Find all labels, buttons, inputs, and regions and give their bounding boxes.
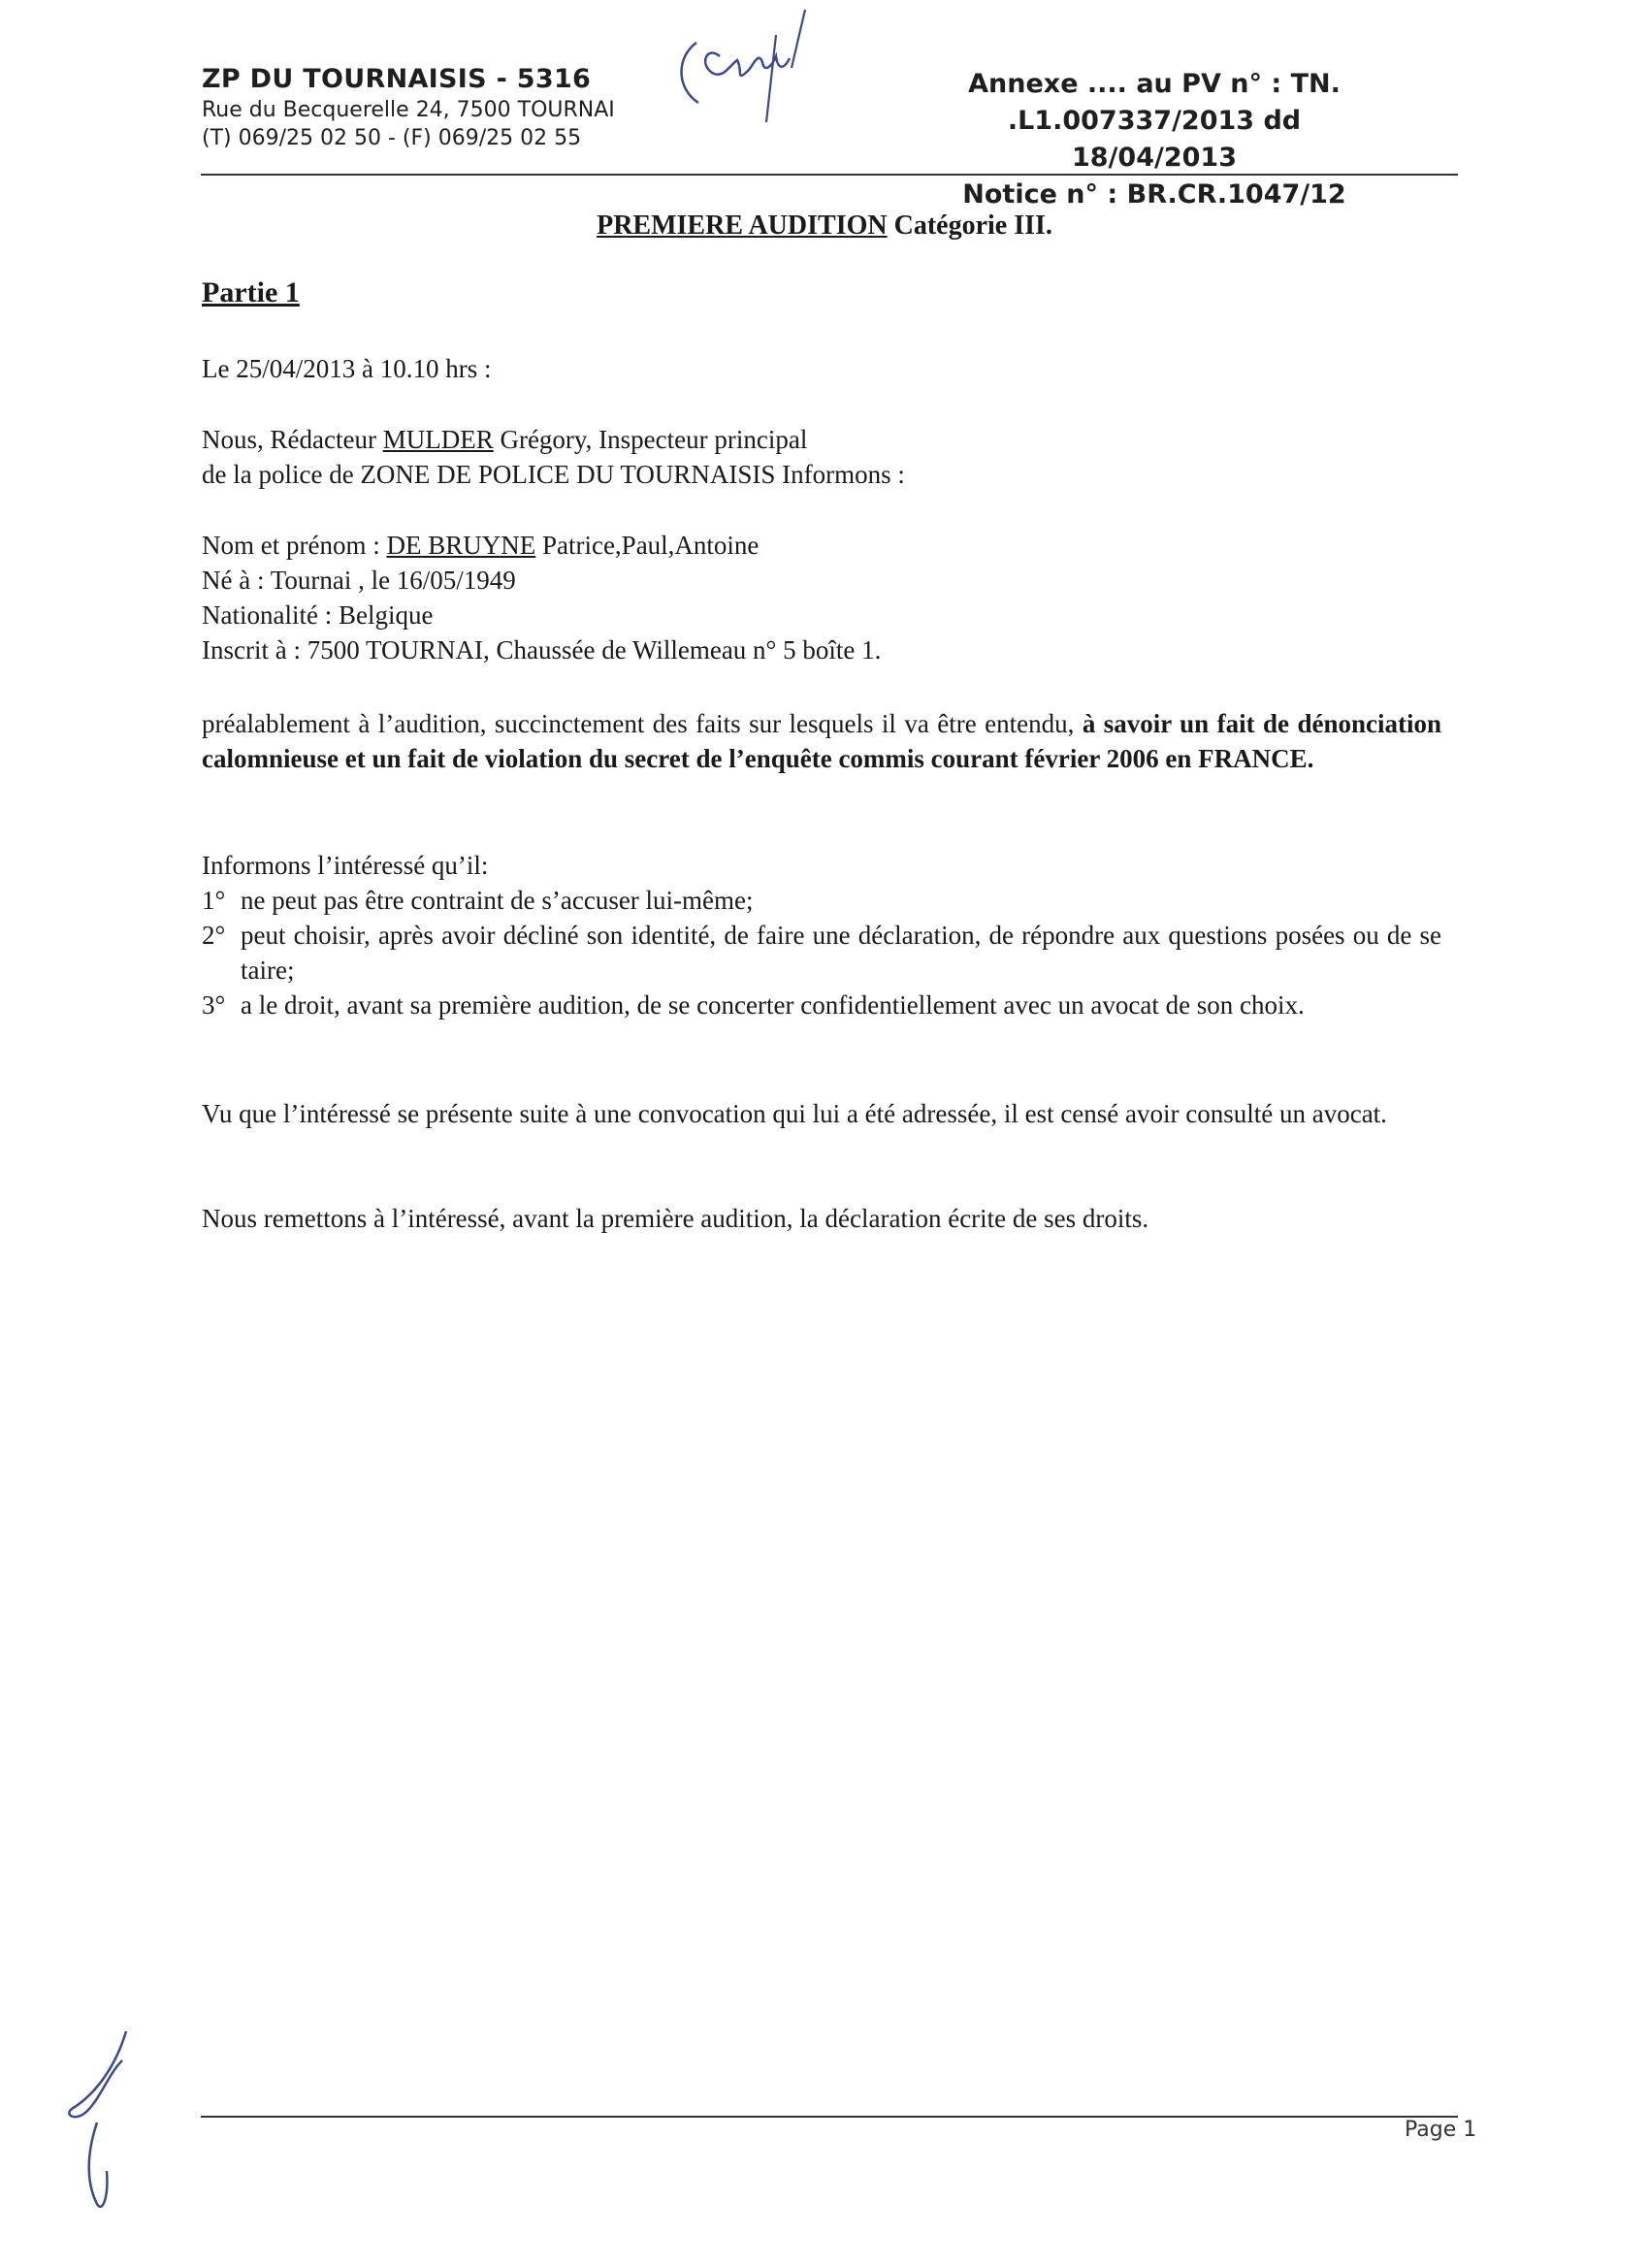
right-item [202, 918, 1441, 988]
right-text: ne peut pas être contraint de s’accuser lui-même; [241, 886, 754, 915]
rights-section [202, 848, 1441, 1022]
date-line: Le 25/04/2013 à 10.10 hrs : [202, 354, 492, 383]
right-item [202, 988, 1441, 1022]
person-given-names: Patrice,Paul,Antoine [535, 531, 760, 560]
right-number: 2° [202, 921, 226, 950]
identity-block [202, 528, 1441, 667]
redacteur-line2: de la police de ZONE DE POLICE DU TOURNAISIS Informons : [202, 460, 905, 489]
address-line: Inscrit à : 7500 TOURNAI, Chaussée de Willemeau n° 5 boîte 1. [202, 635, 882, 664]
header-reference-block [844, 66, 1465, 213]
header-divider [201, 174, 1458, 176]
name-label: Nom et prénom : [202, 531, 387, 560]
vu-que-paragraph: Vu que l’intéressé se présente suite à une convocation qui lui a été adressée, il est censé avoir consulté un avocat. [202, 1099, 1387, 1128]
header-org-block [202, 64, 615, 150]
handwritten-copie-note [660, 6, 854, 132]
right-text: a le droit, avant sa première audition, de se concerter confidentiellement avec un avocat de son choix. [241, 990, 1305, 1020]
org-address: Rue du Becquerelle 24, 7500 TOURNAI [202, 98, 615, 122]
section-label: Partie 1 [202, 276, 300, 308]
redacteur-prefix: Nous, Rédacteur [202, 425, 383, 454]
rights-intro: Informons l’intéressé qu’il: [202, 851, 489, 880]
nationality-line: Nationalité : Belgique [202, 600, 434, 630]
document-title [0, 211, 1649, 242]
notice-number: Notice n° : BR.CR.1047/12 [962, 179, 1346, 210]
annex-reference: Annexe .... au PV n° : TN. .L1.007337/2013 dd [968, 69, 1341, 136]
right-number: 1° [202, 886, 226, 915]
person-surname: DE BRUYNE [386, 531, 536, 560]
prealable-text: préalablement à l’audition, succinctement des faits sur lesquels il va être entendu, [202, 709, 1083, 738]
annex-date: 18/04/2013 [1071, 143, 1237, 173]
initials-signature [58, 2025, 155, 2219]
org-phones: (T) 069/25 02 50 - (F) 069/25 02 55 [202, 126, 582, 150]
right-item [202, 883, 1441, 918]
title-category: Catégorie III. [887, 211, 1052, 241]
org-name: ZP DU TOURNAISIS - 5316 [202, 64, 592, 94]
right-text: peut choisir, après avoir décliné son identité, de faire une déclaration, de répondre aux questions posées ou de se taire; [241, 921, 1441, 985]
redacteur-surname: MULDER [382, 425, 494, 454]
remettons-paragraph: Nous remettons à l’intéressé, avant la première audition, la déclaration écrite de ses droits. [202, 1204, 1149, 1233]
redacteur-paragraph [202, 422, 1441, 492]
page-number: Page 1 [1405, 2118, 1477, 2142]
prealable-paragraph [202, 706, 1441, 776]
prealable-bold-facts: à savoir un fait de dénonciation calomnieuse et un fait de violation du secret de l’enquête commis courant février 2006 en FRANCE. [202, 709, 1441, 773]
title-main: PREMIERE AUDITION [597, 211, 888, 241]
right-number: 3° [202, 990, 226, 1020]
footer-divider [201, 2116, 1458, 2118]
redacteur-rest: Grégory, Inspecteur principal [493, 425, 808, 454]
birth-line: Né à : Tournai , le 16/05/1949 [202, 566, 516, 595]
rights-list [202, 883, 1441, 1022]
